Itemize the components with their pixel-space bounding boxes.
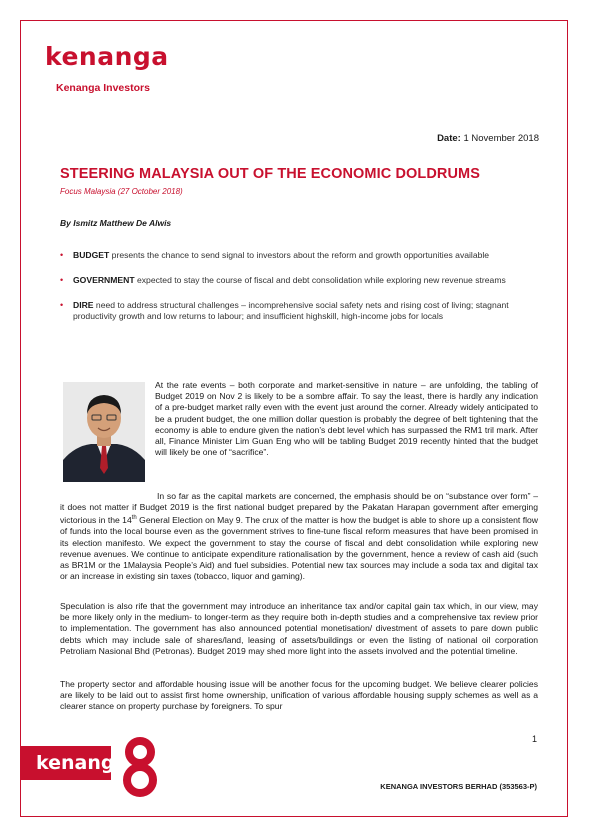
paragraph-1: At the rate events – both corporate and market-sensitive in nature – are unfolding, the tabling of Budget 2019 on Nov 2 is likely to be a sombre affair. To say the least, there is hardly any indication of a pre-budget market rally even with the event just around the corner. Already widely anticipated to be a prudent budget, the one million dollar question is probably the degree of belt tightening that the economy is able to endure given the nation’s debt level which has surpassed the RM1 tril mark. After all, Finance Minister Lim Guan Eng who will be tabling Budget 2019 recently hinted that the budget will likely be one of “sacrifice”. xyxy=(155,380,538,458)
key-point-text: expected to stay the course of fiscal and debt consolidation while exploring new revenue streams xyxy=(134,275,506,285)
date-value: 1 November 2018 xyxy=(463,133,539,144)
article-title: STEERING MALAYSIA OUT OF THE ECONOMIC DOLDRUMS xyxy=(60,166,481,182)
figure-eight-logo-icon xyxy=(118,736,162,798)
ordinal-suffix: th xyxy=(131,515,137,522)
key-point-keyword: BUDGET xyxy=(73,250,110,260)
kenanga-logo: kenanga xyxy=(45,42,169,71)
paragraph-2 xyxy=(60,491,538,582)
bullet-icon: • xyxy=(60,250,64,260)
brand-subtitle: Kenanga Investors xyxy=(56,82,150,94)
footer-company-name: KENANGA INVESTORS BERHAD (353563-P) xyxy=(380,782,537,791)
key-point-keyword: DIRE xyxy=(73,300,94,310)
key-point-keyword: GOVERNMENT xyxy=(73,275,135,285)
article-source: Focus Malaysia (27 October 2018) xyxy=(60,187,183,196)
paragraph-2-part-a: In so far as the capital markets are concerned, the emphasis should be on “substance over form” – it does not matter if Budget 2019 is the first national budget prepared by the Pakatan Harapan government after emerging victorious in the 14 xyxy=(60,491,538,526)
paragraph-4: The property sector and affordable housing issue will be another focus for the upcoming budget. We believe clearer policies are likely to be laid out to assist first home ownership, unification of various affordable housing supply schemes as well as a clearer stance on property purchase by foreigners. To spur xyxy=(60,679,538,712)
key-point xyxy=(60,250,525,261)
key-point-text: need to address structural challenges – incomprehensive social safety nets and rising cost of living; stagnant productivity growth and low returns to labour; and insufficient highskill, high-income jobs for locals xyxy=(73,300,509,321)
bullet-icon: • xyxy=(60,275,64,285)
article-author: By Ismitz Matthew De Alwis xyxy=(60,218,172,228)
footer-kenanga-logo: kenanga xyxy=(36,752,128,774)
document-date xyxy=(437,133,539,144)
page-number: 1 xyxy=(531,734,537,744)
paragraph-3: Speculation is also rife that the government may introduce an inheritance tax and/or capital gain tax which, in our view, may be more likely only in the medium- to longer-term as they require both in-depth studies and a comprehensive tax review prior to implementation. The government has also announced potential monetisation/ divestment of assets to pare down public debts which may include sale of shares/land, leasing of assets/buildings or even the listing of national oil corporation Petroliam Nasional Bhd (Petronas). Budget 2019 may shed more light into the assets involved and the potential timeline. xyxy=(60,601,538,656)
key-points-list xyxy=(60,250,525,336)
paragraph-2-part-b: General Election on May 9. The crux of the matter is how the budget is able to shore up a consistent flow of funds into the local bourse even as the government strives to fine-tune fiscal reform measures that have been promised in its election manifesto. We expect the government to stay the course of fiscal and debt consolidation while exploring new revenue avenues. We continue to anticipate expenditure rationalisation by the government, hence a review of cash aid (such as BR1M or the 1Malaysia People’s Aid) and fuel subsidies. Potential new tax sources may include a soda tax and digital tax or an increase in existing sin taxes (tobacco, liquor and gaming). xyxy=(60,515,539,582)
author-photo xyxy=(63,382,145,482)
date-label: Date: xyxy=(437,133,461,144)
key-point xyxy=(60,300,525,322)
key-point-text: presents the chance to send signal to investors about the reform and growth opportunities available xyxy=(109,250,490,260)
key-point xyxy=(60,275,525,286)
bullet-icon: • xyxy=(60,300,64,310)
